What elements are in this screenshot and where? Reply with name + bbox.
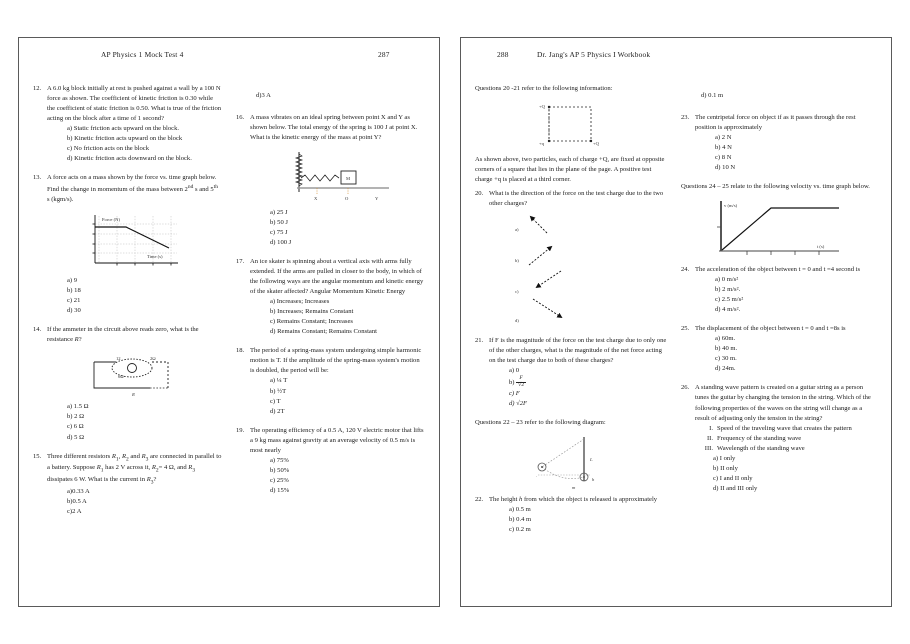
svg-text:.: . [536,472,538,478]
question-17-stem: An ice skater is spinning about a vertical axis with arms fully extended. If the arms are pulled in closer to the body, in which of the following ways are the angular momentum and kinetic energy of the skater affected? Angular Momentum Kinetic Energy [250,258,424,296]
choice-d[interactable]: d) 30 [67,307,81,315]
choice-b[interactable]: b)0.5 A [67,497,87,505]
question-13-number: 13. [33,174,42,182]
question-22-choices [489,505,667,535]
question-26-number: 26. [681,384,690,392]
question-22-number: 22. [475,495,484,503]
question-21-choices [489,366,667,409]
choice-b[interactable]: b) 2 Ω [67,413,84,421]
choice-c[interactable]: c) 8 N [715,154,732,162]
velocity-time-graph [681,197,873,261]
question-24-number: 24. [681,266,690,274]
choice-a[interactable]: a) 9 [67,277,78,285]
svg-text:X: X [313,196,317,202]
arrow-choice-a-label: a) [515,227,519,233]
question-23 [681,113,873,173]
choice-b[interactable]: b) ½T [270,387,287,395]
choice-b[interactable]: b) 2 m/s². [715,286,741,294]
choice-d[interactable]: d) Kinetic friction acts downward on the block. [67,155,192,163]
question-26-roman-items [695,424,873,454]
roman-text: Speed of the traveling wave that creates the pattern [717,424,852,432]
question-17-choices [250,297,425,337]
svg-text:Force (N): Force (N) [101,217,120,223]
choice-a[interactable]: a) Increases; Increases [270,298,330,306]
question-15-choices [47,487,222,517]
svg-text:m: m [572,484,576,490]
spring-mass-diagram [250,148,425,204]
question-19 [236,426,425,496]
question-13-choices [47,276,222,316]
question-19-number: 19. [236,426,245,434]
arrow-choice-d-label: d) [515,318,519,324]
question-16-stem: A mass vibrates on an ideal spring between point X and Y as shown below. The total energy of the spring is 100 J at point X. What is the kinetic energy of the mass at point Y? [250,114,418,142]
choice-d[interactable]: d) √2F [509,399,528,407]
question-22-stem-pre: The height [489,495,520,503]
svg-text:R: R [131,392,135,398]
question-18-choices [250,376,425,416]
choice-d[interactable]: d) 10 N [715,164,736,172]
choice-b[interactable]: b) 4 N [715,144,732,152]
svg-text:Time (s): Time (s) [146,254,163,260]
right-running-head [475,50,877,68]
question-12-stem: A 6.0 kg block initially at rest is pushed against a wall by a 100 N force as shown. The coefficient of kinetic friction is 0.30 while the coefficient of static friction is 0.50. What is true of the friction acting on the block after a time of 1 second? [47,85,222,123]
question-23-stem: The centripetal force on object if as it passes through the rest position is approximately [695,114,856,132]
svg-text:t (s): t (s) [817,244,825,250]
question-14-number: 14. [33,326,42,334]
question-25-choices [695,334,873,374]
svg-text:L: L [590,456,593,462]
orphan-choice-d[interactable]: d) 0.1 m [701,91,724,99]
question-20 [475,189,667,327]
choice-b[interactable]: b) II only [713,464,738,472]
question-26-stem: A standing wave pattern is created on a guitar string as a person tunes the guitar by changing the tension in the string. Which of the following properties of the waves on the string will change as a result of adjusting only the tension in the string? [695,384,871,422]
choice-a[interactable]: a) ¼ T [270,377,288,385]
svg-text:O: O [344,196,348,202]
svg-text:M: M [345,176,350,182]
choice-c[interactable]: c) 75 J [270,229,288,237]
left-page-number: 287 [378,50,390,59]
arrow-choice-c-label: c) [515,289,519,295]
choice-d[interactable]: d) II and III only [713,484,758,492]
choice-c[interactable]: c)2 A [67,507,82,515]
choice-d[interactable]: d) Remains Constant; Remains Constant [270,328,377,336]
question-15-number: 15. [33,452,42,460]
choice-c[interactable]: c) Remains Constant; Increases [270,318,353,326]
choice-b[interactable] [509,376,667,389]
orphan-choice-d3a-wrap [236,91,425,101]
question-21-number: 21. [475,337,484,345]
choice-a[interactable]: a) 25 J [270,209,288,217]
question-17 [236,257,425,337]
question-19-stem: The operating efficiency of a 0.5 A, 120 V electric motor that lifts a 9 kg mass against gravity at an average velocity of 0.5 m/s is most nearly [250,426,424,454]
svg-text:6Ω: 6Ω [117,374,124,380]
choice-c[interactable]: c) 6 Ω [67,423,84,431]
question-19-choices [250,456,425,496]
question-26-choices [695,454,873,494]
choice-b[interactable]: b) 18 [67,287,81,295]
left-column-2 [236,84,425,526]
choice-c[interactable]: c) 21 [67,297,81,305]
roman-numeral: I. [709,424,713,432]
question-12-choices [47,124,222,164]
question-22-stem-variable: h [519,495,523,503]
choice-a[interactable]: a) 2 N [715,134,732,142]
pendulum-diagram [475,433,667,491]
roman-item-3 [699,444,873,454]
choice-d[interactable]: d) 4 m/s². [715,306,741,314]
roman-text: Frequency of the standing wave [717,434,802,442]
right-page [460,37,892,607]
choice-d[interactable]: d) 24m. [715,365,736,373]
question-16 [236,113,425,248]
choice-c[interactable]: c) 25% [270,476,289,484]
right-page-number: 288 [497,50,509,59]
question-25-number: 25. [681,325,690,333]
choice-d[interactable]: d) 5 Ω [67,433,84,441]
svg-text:h: h [592,476,595,482]
question-15-stem: Three different resistors $R_1$, $R_2$ and $R_3$ are connected in parallel to a battery. Suppose $R_1$ has 2 V across it, $R_2= 4$ Ω, and $R_3$ dissipates 6 W. What is the current in $R_3$? [47,452,222,486]
question-25 [681,324,873,374]
choice-c[interactable]: c) I and II only [713,474,753,482]
choice-a[interactable]: a) 0 [509,367,520,375]
question-22-stem-post: from which the object is released is approximately [522,495,658,503]
choice-c[interactable]: c) No friction acts on the block [67,145,150,153]
left-page-columns [33,84,425,526]
choice-b[interactable]: b) 40 m. [715,345,738,353]
question-20-number: 20. [475,190,484,198]
choice-d[interactable]: d) 100 J [270,239,292,247]
choice-a[interactable]: a) 75% [270,456,289,464]
force-time-graph [47,210,222,272]
choice-a[interactable]: a) 1.5 Ω [67,403,89,411]
choice-a[interactable]: a) 60m. [715,335,736,343]
right-page-columns [475,84,877,544]
choice-c[interactable]: c) 30 m. [715,355,737,363]
choice-b[interactable]: b) 50% [270,466,290,474]
question-21 [475,336,667,409]
question-12-number: 12. [33,85,42,92]
choice-d[interactable]: d) 15% [270,486,290,494]
svg-text:v (m/s): v (m/s) [724,203,738,209]
question-24 [681,265,873,315]
orphan-choice-d[interactable]: d)3 A [256,91,271,99]
question-18-number: 18. [236,347,245,355]
question-18 [236,346,425,416]
svg-text:12: 12 [115,356,121,362]
choice-a[interactable]: a) I only [713,454,736,462]
choice-c[interactable]: c) F [509,389,520,397]
question-20-arrow-choices [489,209,667,327]
choice-c[interactable]: c) 0.2 m [509,525,531,533]
svg-text:+q: +q [539,141,544,147]
fraction-f-over-root2 [516,376,526,389]
question-17-number: 17. [236,258,245,266]
question-18-stem: The period of a spring-mass system undergoing simple harmonic motion is T. If the amplitude of the spring-mass system's motion is doubled, the period will be: [250,347,422,375]
right-column-1 [475,84,667,544]
svg-text:2Ω: 2Ω [149,356,156,362]
choice-b[interactable]: b) 50 J [270,219,288,227]
arrow-choice-b-label: b) [515,258,519,264]
question-13 [33,173,222,316]
question-13-stem: A force acts on a mass shown by the force vs. time graph below. Find the change in momentum of the mass between 2nd s and 5th s (kgm/s). [47,174,218,204]
question-14 [33,325,222,442]
question-25-stem: The displacement of the object between t = 0 and t =8s is [695,325,846,333]
roman-numeral: II. [706,434,713,442]
question-23-choices [695,133,873,173]
roman-item-1 [699,424,873,434]
choice-a[interactable]: a) 0.5 m [509,505,531,513]
question-20-stem: What is the direction of the force on the test charge due to the two other charges? [489,190,664,208]
questions-22-23-intro: Questions 22 – 23 refer to the following diagram: [475,418,606,426]
question-14-stem: If the ammeter in the circuit above reads zero, what is the resistance R? [47,326,199,344]
svg-text:+Q: +Q [593,141,599,147]
left-page [18,37,440,607]
choice-b[interactable]: b) 0.4 m [509,515,532,523]
roman-text: Wavelength of the standing wave [717,444,805,452]
right-column-2 [681,84,873,544]
choice-a[interactable]: a) Static friction acts upward on the block. [67,125,180,133]
question-16-choices [250,208,425,248]
right-header-title: Dr. Jang's AP 5 Physics I Workbook [537,50,651,59]
question-12 [33,84,222,164]
svg-text:Y: Y [374,196,378,202]
choice-a[interactable]: a)0.33 A [67,487,90,495]
questions-20-21-body: As shown above, two particles, each of charge +Q, are fixed at opposite corners of a square that lies in the plane of the page. A positive test charge +q is placed at a third corner. [475,156,665,184]
question-22 [475,495,667,535]
svg-text:+Q: +Q [539,104,545,110]
roman-numeral: III. [704,444,713,452]
choice-d[interactable]: d) 2T [270,407,285,415]
orphan-choice-d01m-wrap [681,91,873,101]
question-21-stem: If F is the magnitude of the force on the test charge due to only one of the other charges, what is the magnitude of the net force acting on the test charge due to both of these charges? [489,337,667,365]
choice-c[interactable]: c) 2.5 m/s² [715,296,744,304]
left-column-1 [33,84,222,526]
fraction-denominator: √2 [518,382,525,389]
question-26 [681,383,873,493]
left-running-head [33,50,425,68]
left-header-title: AP Physics 1 Mock Test 4 [101,50,184,59]
choice-b-label: b) [509,379,515,387]
ammeter-circuit [47,350,222,398]
question-24-stem: The acceleration of the object between t = 0 and t =4 second is [695,266,861,274]
fraction-numerator: F [516,376,526,383]
question-16-number: 16. [236,114,245,122]
question-23-number: 23. [681,114,690,122]
question-22-stem [489,495,667,505]
choice-a[interactable]: a) 0 m/s² [715,276,739,284]
questions-24-25-intro: Questions 24 – 25 relate to the following velocity vs. time graph below. [681,183,870,191]
question-24-choices [695,275,873,315]
roman-item-2 [699,434,873,444]
questions-20-21-intro: Questions 20 -21 refer to the following information: [475,85,613,92]
choice-b[interactable]: b) Increases; Remains Constant [270,308,354,316]
choice-b[interactable]: b) Kinetic friction acts upward on the block [67,135,183,143]
choice-c[interactable]: c) T [270,397,281,405]
charge-square-diagram [475,99,667,151]
question-14-choices [47,402,222,442]
question-15 [33,452,222,517]
